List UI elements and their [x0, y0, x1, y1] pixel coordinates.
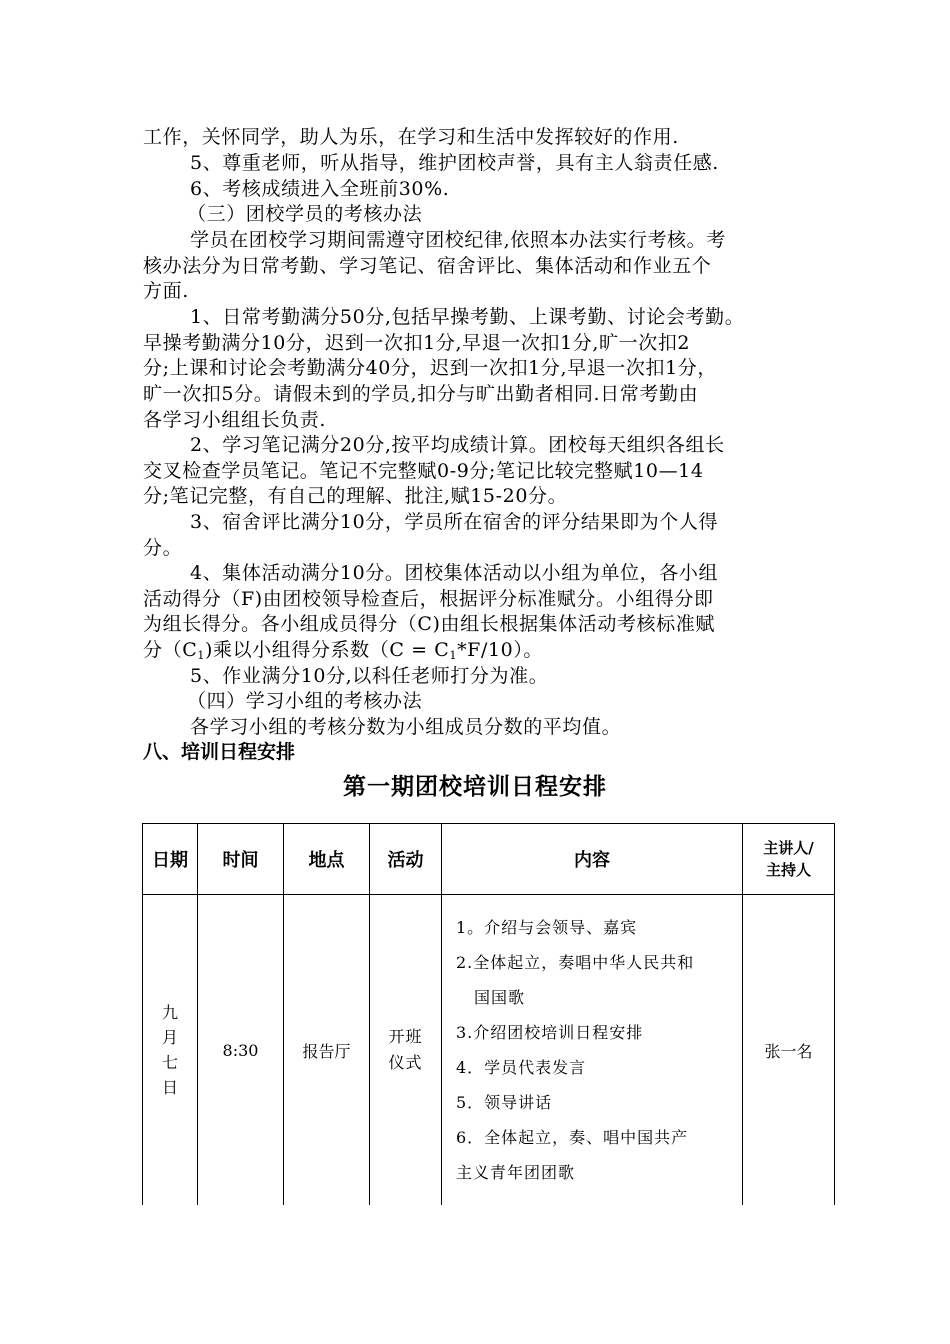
content-item: 5．领导讲话: [456, 1093, 553, 1112]
paragraph-line: 3、宿舍评比满分10分，学员所在宿舍的评分结果即为个人得: [190, 511, 719, 533]
subsection-heading: （四）学习小组的考核办法: [187, 690, 423, 712]
date-char: 月: [161, 1028, 178, 1047]
activity-line: 仪式: [388, 1053, 423, 1072]
paragraph-line: 交叉检查学员笔记。笔记不完整赋0-9分;笔记比较完整赋10—14: [143, 460, 704, 482]
content-item: 3.介绍团校培训日程安排: [456, 1023, 644, 1042]
paragraph-line: 各学习小组组长负责.: [143, 409, 327, 431]
paragraph-line: 1、日常考勤满分50分,包括早操考勤、上课考勤、讨论会考勤。: [190, 306, 745, 328]
date-char: 九: [161, 1003, 178, 1022]
paragraph-line: 分。: [143, 537, 183, 559]
paragraph-line: 2、学习笔记满分20分,按平均成绩计算。团校每天组织各组长: [190, 434, 725, 456]
header-time: 时间: [198, 824, 284, 895]
cell-host: 张一名: [743, 895, 835, 1206]
table-header-row: [143, 824, 835, 895]
paragraph-line: 6、考核成绩进入全班前30%.: [190, 178, 450, 200]
cell-place: 报告厅: [284, 895, 370, 1206]
content-item: 6．全体起立，奏、唱中国共产: [456, 1128, 689, 1147]
paragraph-line: 核办法分为日常考勤、学习笔记、宿舍评比、集体活动和作业五个: [143, 255, 712, 277]
paragraph-line: 为组长得分。各小组成员得分（C)由组长根据集体活动考核标准赋: [143, 613, 715, 635]
paragraph-line: 学员在团校学习期间需遵守团校纪律,依照本办法实行考核。考: [190, 229, 726, 251]
paragraph-line: 方面.: [143, 280, 189, 302]
paragraph-line: 5、尊重老师，听从指导，维护团校声誉，具有主人翁责任感.: [190, 152, 719, 174]
activity-line: 开班: [388, 1027, 423, 1046]
cell-activity: [370, 895, 442, 1206]
paragraph-line: 活动得分（F)由团校领导检查后，根据评分标准赋分。小组得分即: [143, 588, 714, 610]
paragraph-line: 5、作业满分10分,以科任老师打分为准。: [190, 665, 549, 687]
paragraph-line: 工作，关怀同学，助人为乐，在学习和生活中发挥较好的作用.: [143, 126, 679, 148]
section-heading: 八、培训日程安排: [143, 741, 296, 763]
content-item: 1。介绍与会领导、嘉宾: [456, 918, 638, 937]
table-row: [143, 895, 835, 1206]
content-item-continued: 主义青年团团歌: [456, 1163, 576, 1182]
cell-time: 8:30: [198, 895, 284, 1206]
paragraph-line: 旷一次扣5分。请假未到的学员,扣分与旷出勤者相同.日常考勤由: [143, 383, 699, 405]
header-host-line2: 主持人: [765, 861, 811, 879]
table-title: 第一期团校培训日程安排: [343, 774, 607, 800]
content-item: 4．学员代表发言: [456, 1058, 587, 1077]
paragraph-line: 分;笔记完整，有自己的理解、批注,赋15-20分。: [143, 485, 568, 507]
header-content: 内容: [442, 824, 743, 895]
subsection-heading: （三）团校学员的考核办法: [187, 203, 423, 225]
paragraph-line: 4、集体活动满分10分。团校集体活动以小组为单位，各小组: [190, 562, 719, 584]
cell-content: [442, 895, 743, 1206]
cell-date: [143, 895, 198, 1206]
paragraph-line-formula: 分$(C_1)$乘以小组得分系数$(C = C_1*F/10)$。: [143, 639, 544, 662]
paragraph-line: 早操考勤满分10分，迟到一次扣1分,早退一次扣1分,旷一次扣2: [143, 332, 691, 354]
paragraph-line: 各学习小组的考核分数为小组成员分数的平均值。: [190, 716, 622, 738]
header-host: [743, 824, 835, 895]
date-char: 日: [161, 1078, 178, 1097]
schedule-table: [142, 823, 835, 1205]
paragraph-line: 分;上课和讨论会考勤满分40分，迟到一次扣1分,早退一次扣1分，: [143, 357, 717, 379]
header-activity: 活动: [370, 824, 442, 895]
header-date: 日期: [143, 824, 198, 895]
content-item-continued: 国国歌: [474, 988, 526, 1007]
header-host-line1: 主讲人/: [763, 839, 814, 857]
date-char: 七: [161, 1053, 178, 1072]
content-item: 2.全体起立，奏唱中华人民共和: [456, 953, 695, 972]
header-place: 地点: [284, 824, 370, 895]
